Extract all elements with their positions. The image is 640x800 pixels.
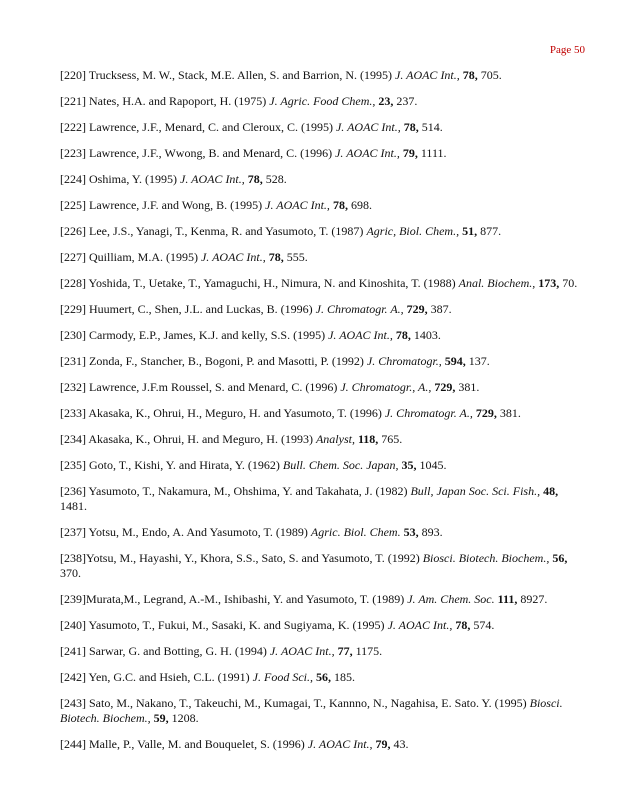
reference-volume: 51, [462,224,478,238]
reference-authors: [239]Murata,M., Legrand, A.-M., Ishibashi, Y. and Yasumoto, T. (1989) [60,592,408,606]
reference-authors: [232] Lawrence, J.F.m Roussel, S. and Menard, C. (1996) [60,380,341,394]
reference-journal: J. Chromatogr. A., [384,406,473,420]
reference-pages: 237. [393,94,418,108]
reference-volume: 48, [543,484,559,498]
reference-authors: [244] Malle, P., Valle, M. and Bouquelet, S. (1996) [60,737,308,751]
reference-journal: J. Chromatogr. A., [315,302,404,316]
reference-journal: Agric. Biol. Chem. [310,525,401,539]
reference-authors: [221] Nates, H.A. and Rapoport, H. (1975) [60,94,270,108]
reference-entry [60,618,585,633]
reference-journal: Agric, Biol. Chem., [366,224,460,238]
reference-entry [60,146,585,161]
reference-authors: [235] Goto, T., Kishi, Y. and Hirata, Y. (1962) [60,458,283,472]
reference-entry [60,551,585,581]
reference-authors: [230] Carmody, E.P., James, K.J. and kelly, S.S. (1995) [60,328,329,342]
reference-authors: [231] Zonda, F., Stancher, B., Bogoni, P. and Masotti, P. (1992) [60,354,367,368]
reference-volume: 56, [552,551,568,565]
reference-volume: 78, [462,68,478,82]
reference-pages: 765. [378,432,403,446]
reference-entry [60,458,585,473]
reference-journal: J. AOAC Int., [307,737,373,751]
reference-authors: [225] Lawrence, J.F. and Wong, B. (1995) [60,198,266,212]
reference-pages: 698. [347,198,372,212]
reference-authors: [228] Yoshida, T., Uetake, T., Yamaguchi, H., Nimura, N. and Kinoshita, T. (1988) [60,276,459,290]
reference-entry [60,224,585,239]
reference-volume: 729, [434,380,456,394]
reference-entry [60,276,585,291]
reference-authors: [237] Yotsu, M., Endo, A. And Yasumoto, T. (1989) [60,525,311,539]
reference-journal: Biosci. Biotech. Biochem., [422,551,550,565]
reference-journal: J. AOAC Int., [265,198,330,212]
reference-entry [60,525,585,540]
reference-authors: [241] Sarwar, G. and Botting, G. H. (1994) [60,644,270,658]
reference-volume: 78, [455,618,471,632]
reference-pages: 1175. [352,644,383,658]
reference-pages: 43. [390,737,409,751]
page-number: Page 50 [549,44,585,56]
reference-pages: 1045. [416,458,447,472]
reference-pages: 574. [470,618,495,632]
reference-authors: [238]Yotsu, M., Hayashi, Y., Khora, S.S., Sato, S. and Yasumoto, T. (1992) [60,551,423,565]
reference-pages: 1111. [417,146,447,160]
reference-pages: 514. [418,120,443,134]
reference-volume: 77, [337,644,353,658]
reference-volume: 594, [444,354,466,368]
reference-pages: 1208. [168,711,199,725]
reference-journal: J. AOAC Int., [335,120,401,134]
reference-authors: [233] Akasaka, K., Ohrui, H., Meguro, H. and Yasumoto, T. (1996) [60,406,385,420]
reference-entry [60,120,585,135]
reference-entry [60,172,585,187]
reference-entry [60,432,585,447]
reference-entry [60,302,585,317]
reference-volume: 79, [375,737,391,751]
reference-volume: 35, [401,458,417,472]
reference-entry [60,250,585,265]
reference-journal: J. Chromatogr., A., [340,380,432,394]
reference-authors: [229] Huumert, C., Shen, J.L. and Luckas, B. (1996) [60,302,316,316]
reference-journal: Bull. Chem. Soc. Japan, [282,458,399,472]
reference-entry [60,380,585,395]
reference-journal: J. Am. Chem. Soc. [407,592,495,606]
reference-entry [60,670,585,685]
reference-volume: 729, [475,406,497,420]
reference-pages: 8927. [517,592,548,606]
reference-authors: [222] Lawrence, J.F., Menard, C. and Cleroux, C. (1995) [60,120,336,134]
reference-volume: 173, [538,276,560,290]
reference-volume: 23, [378,94,394,108]
reference-entry [60,592,585,607]
reference-pages: 705. [477,68,502,82]
reference-entry [60,737,585,752]
reference-entry [60,198,585,213]
reference-journal: J. AOAC Int., [395,68,460,82]
reference-volume: 78, [395,328,411,342]
reference-journal: J. Chromatogr., [366,354,442,368]
reference-volume: 79, [402,146,418,160]
reference-journal: Bull, Japan Soc. Sci. Fish., [410,484,541,498]
reference-volume: 118, [357,432,379,446]
reference-pages: 381. [455,380,480,394]
reference-entry [60,696,585,726]
reference-authors: [240] Yasumoto, T., Fukui, M., Sasaki, K. and Sugiyama, K. (1995) [60,618,388,632]
reference-volume: 78, [332,198,348,212]
reference-journal: Anal. Biochem., [458,276,536,290]
reference-entry [60,406,585,421]
reference-authors: [243] Sato, M., Nakano, T., Takeuchi, M., Kumagai, T., Kannno, N., Nagahisa, E. Sato. Y. (1995) [60,696,530,710]
reference-pages: 1481. [60,499,87,513]
reference-volume: 78, [268,250,284,264]
reference-pages: 185. [330,670,355,684]
reference-authors: [220] Trucksess, M. W., Stack, M.E. Allen, S. and Barrion, N. (1995) [60,68,395,82]
reference-authors: [223] Lawrence, J.F., Wwong, B. and Menard, C. (1996) [60,146,336,160]
reference-entry [60,328,585,343]
reference-journal: J. AOAC Int., [200,250,266,264]
reference-volume: 59, [153,711,169,725]
reference-entry [60,354,585,369]
reference-entry [60,94,585,109]
reference-authors: [242] Yen, G.C. and Hsieh, C.L. (1991) [60,670,253,684]
reference-volume: 729, [406,302,428,316]
reference-authors: [226] Lee, J.S., Yanagi, T., Kenma, R. and Yasumoto, T. (1987) [60,224,367,238]
reference-authors: [224] Oshima, Y. (1995) [60,172,180,186]
reference-journal: J. AOAC Int., [269,644,335,658]
reference-pages: 137. [465,354,490,368]
reference-volume: 56, [315,670,331,684]
reference-pages: 1403. [410,328,441,342]
reference-journal: J. AOAC Int., [387,618,453,632]
reference-pages: 70. [559,276,578,290]
reference-volume: 53, [403,525,419,539]
reference-entry [60,484,585,514]
reference-authors: [236] Yasumoto, T., Nakamura, M., Ohshima, Y. and Takahata, J. (1982) [60,484,411,498]
reference-pages: 370. [60,566,81,580]
reference-authors: [227] Quilliam, M.A. (1995) [60,250,201,264]
reference-entry [60,644,585,659]
reference-volume: 111, [497,592,518,606]
reference-journal: J. AOAC Int., [180,172,245,186]
reference-journal: Biosci. Biotech. Biochem., [60,696,563,725]
reference-journal: Analyst, [315,432,355,446]
reference-volume: 78, [247,172,263,186]
reference-pages: 528. [262,172,287,186]
reference-journal: J. Agric. Food Chem., [269,94,376,108]
reference-pages: 381. [496,406,521,420]
reference-entry [60,68,585,83]
reference-volume: 78, [403,120,419,134]
reference-pages: 877. [477,224,502,238]
reference-list [60,68,585,763]
reference-journal: J. Food Sci., [252,670,313,684]
reference-journal: J. AOAC Int., [335,146,400,160]
reference-pages: 893. [418,525,443,539]
reference-authors: [234] Akasaka, K., Ohrui, H. and Meguro, H. (1993) [60,432,316,446]
reference-pages: 387. [427,302,452,316]
reference-pages: 555. [283,250,308,264]
reference-journal: J. AOAC Int., [328,328,393,342]
